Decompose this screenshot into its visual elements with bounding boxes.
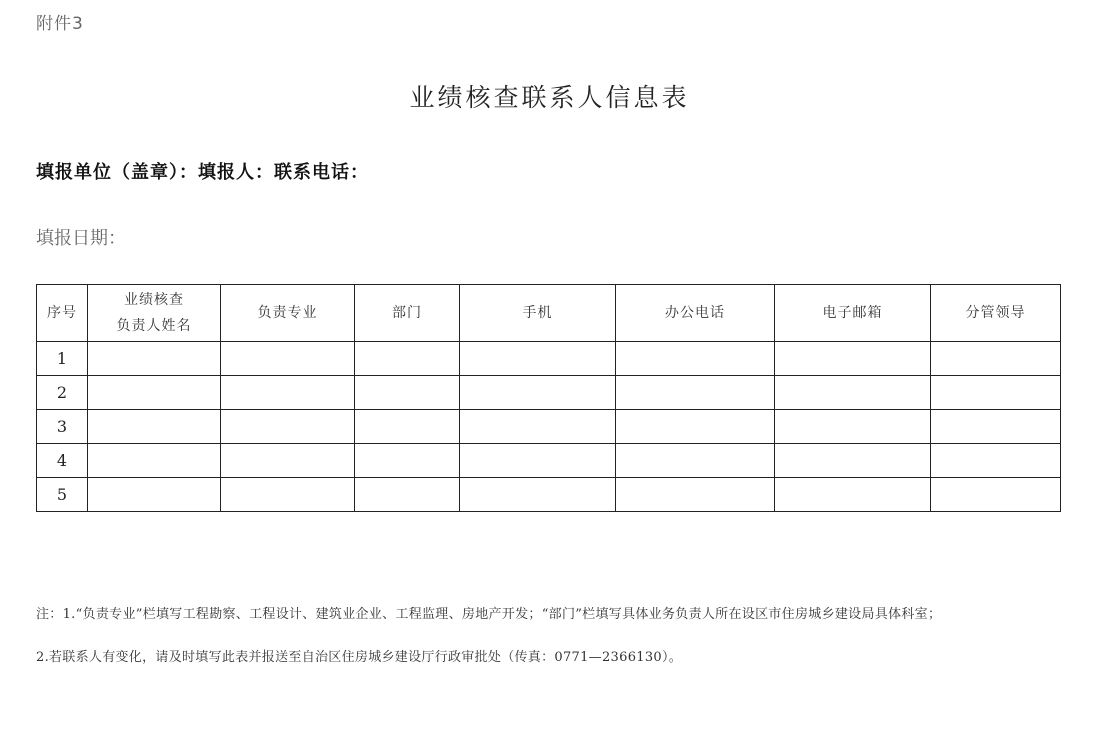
table-cell[interactable] — [88, 410, 221, 444]
col-header-mobile — [460, 285, 616, 342]
col-header-office-phone — [616, 285, 775, 342]
table-row — [37, 410, 1061, 444]
table-row — [37, 342, 1061, 376]
table-cell[interactable] — [931, 444, 1061, 478]
row-index-cell: 1 — [37, 342, 88, 376]
table-cell[interactable] — [221, 410, 355, 444]
table-cell[interactable] — [460, 478, 616, 512]
table-cell[interactable] — [616, 410, 775, 444]
col-header-text: 办公电话 — [665, 305, 725, 321]
attachment-label: 附件3 — [36, 14, 84, 34]
table-cell[interactable] — [931, 410, 1061, 444]
note-2: 2.若联系人有变化，请及时填写此表并报送至自治区住房城乡建设厅行政审批处（传真：0771—2366130）。 — [36, 650, 683, 665]
table-cell[interactable] — [88, 376, 221, 410]
table-cell[interactable] — [616, 478, 775, 512]
col-header-text: 序号 — [47, 305, 77, 321]
table-cell[interactable] — [221, 478, 355, 512]
table-cell[interactable] — [355, 478, 460, 512]
table-cell[interactable] — [775, 478, 931, 512]
row-index-cell: 5 — [37, 478, 88, 512]
col-header-text: 业绩核查 — [124, 292, 184, 308]
table-cell[interactable] — [355, 444, 460, 478]
col-header-email — [775, 285, 931, 342]
table-cell[interactable] — [355, 410, 460, 444]
table-header — [37, 285, 1061, 342]
table-cell[interactable] — [775, 410, 931, 444]
table-cell[interactable] — [616, 376, 775, 410]
table-cell[interactable] — [355, 376, 460, 410]
col-header-index — [37, 285, 88, 342]
col-header-text: 负责专业 — [257, 305, 318, 321]
table-cell[interactable] — [221, 444, 355, 478]
header-row — [37, 285, 1061, 342]
table-cell[interactable] — [775, 376, 931, 410]
table-cell[interactable] — [460, 444, 616, 478]
notes — [36, 604, 941, 690]
table-cell[interactable] — [221, 342, 355, 376]
document-title: 业绩核查联系人信息表 — [409, 83, 690, 112]
table-cell[interactable] — [460, 376, 616, 410]
fill-unit-reporter-phone-line: 填报单位（盖章）：填报人：联系电话： — [36, 162, 369, 183]
col-header-verification-person — [88, 285, 221, 342]
col-header-text: 电子邮箱 — [822, 305, 883, 321]
col-header-supervisor — [931, 285, 1061, 342]
table-cell[interactable] — [931, 342, 1061, 376]
row-index-cell: 2 — [37, 376, 88, 410]
table-cell[interactable] — [88, 342, 221, 376]
note-1: 注：1.“负责专业”栏填写工程勘察、工程设计、建筑业企业、工程监理、房地产开发；“部门”栏填写具体业务负责人所在设区市住房城乡建设局具体科室； — [36, 607, 942, 622]
table-body — [37, 342, 1061, 512]
table-cell[interactable] — [88, 478, 221, 512]
col-header-specialty — [221, 285, 355, 342]
fill-date-line: 填报日期： — [36, 228, 126, 249]
table-cell[interactable] — [221, 376, 355, 410]
table-cell[interactable] — [775, 342, 931, 376]
table-cell[interactable] — [931, 478, 1061, 512]
col-header-text: 手机 — [522, 305, 553, 321]
row-index-cell: 3 — [37, 410, 88, 444]
table-cell[interactable] — [931, 376, 1061, 410]
table-cell[interactable] — [355, 342, 460, 376]
col-header-text: 部门 — [392, 305, 422, 321]
table-cell[interactable] — [616, 342, 775, 376]
contact-info-table — [36, 284, 1061, 512]
table-cell[interactable] — [616, 444, 775, 478]
table-cell[interactable] — [460, 342, 616, 376]
table-row — [37, 376, 1061, 410]
table-row — [37, 478, 1061, 512]
col-header-text: 分管领导 — [965, 305, 1026, 321]
table-cell[interactable] — [775, 444, 931, 478]
row-index-cell: 4 — [37, 444, 88, 478]
col-header-text: 负责人姓名 — [116, 318, 192, 334]
table-cell[interactable] — [88, 444, 221, 478]
table-row — [37, 444, 1061, 478]
table-cell[interactable] — [460, 410, 616, 444]
col-header-department — [355, 285, 460, 342]
